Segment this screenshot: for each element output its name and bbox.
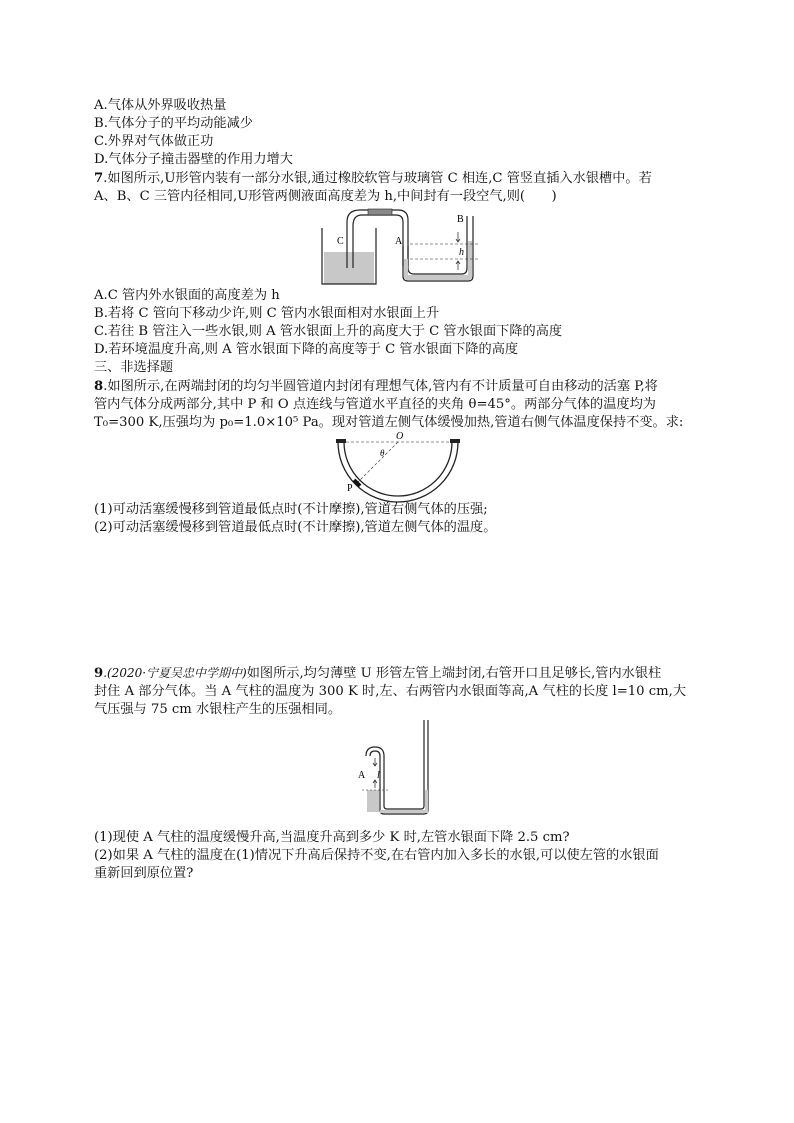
q7-stem-line2: A、B、C 三管内径相同,U形管两侧液面高度差为 h,中间封有一段空气,则( ) — [94, 189, 557, 204]
q7-label-a: A — [395, 236, 403, 247]
q7-label-c: C — [337, 236, 344, 247]
q8-number: 8 — [94, 379, 104, 394]
q9-sub-2: (2)如果 A 气柱的温度在(1)情况下升高后保持不变,在右管内加入多长的水银,可以使左管的水银面 — [94, 848, 659, 863]
q7-u-mercury-right — [468, 241, 472, 279]
q7-option-b: B.若将 C 管向下移动少许,则 C 管内水银面相对水银面上升 — [94, 306, 440, 321]
q9-stem-text1: 如图所示,均匀薄壁 U 形管左管上端封闭,右管开口且足够长,管内水银柱 — [246, 666, 662, 681]
q9-mercury-left — [367, 790, 379, 812]
q7-stem-text1: .如图所示,U形管内装有一部分水银,通过橡胶软管与玻璃管 C 相连,C 管竖直插入水银槽中。若 — [103, 171, 652, 186]
q9-sub-2-cont: 重新回到原位置? — [94, 866, 194, 881]
q7-option-a: A.C 管内外水银面的高度差为 h — [94, 288, 280, 303]
q9-label-a: A — [358, 770, 366, 781]
q9-number: 9 — [94, 666, 104, 681]
q7-figure — [318, 206, 483, 286]
q8-label-o: O — [396, 431, 404, 442]
q6-option-d: D.气体分子撞击器壁的作用力增大 — [94, 152, 293, 167]
q9-stem-line2: 封住 A 部分气体。当 A 气柱的温度为 300 K 时,左、右两管内水银面等高,A 气柱的长度 l=10 cm,大 — [94, 684, 687, 699]
q9-stem-line1 — [94, 665, 661, 682]
q8-stem-line1 — [94, 378, 658, 395]
q7-u-mercury-bottom — [406, 275, 470, 280]
q7-hose-joint — [368, 209, 392, 215]
q8-label-p: P — [347, 483, 353, 494]
q9-source: .(2020·宁夏吴忠中学期中) — [103, 666, 247, 680]
q7-label-h: h — [459, 247, 464, 258]
q9-sub-1: (1)现使 A 气柱的温度缓慢升高,当温度升高到多少 K 时,左管水银面下降 2.5 cm? — [94, 830, 570, 845]
q7-number: 7 — [94, 171, 104, 186]
q9-label-l: l — [377, 770, 380, 781]
q6-option-a: A.气体从外界吸收热量 — [94, 98, 227, 113]
q8-figure — [333, 430, 463, 500]
section-heading: 三、非选择题 — [94, 360, 174, 375]
q9-figure — [358, 718, 448, 826]
q6-option-c: C.外界对气体做正功 — [94, 134, 214, 149]
q7-mercury-trough — [324, 252, 374, 284]
q8-stem-text1: .如图所示,在两端封闭的均匀半圆管道内封闭有理想气体,管内有不计质量可自由移动的活塞 P,将 — [103, 379, 658, 394]
q8-sub-2: (2)可动活塞缓慢移到管道最低点时(不计摩擦),管道左侧气体的温度。 — [94, 520, 497, 535]
q8-stem-line2: 管内气体分成两部分,其中 P 和 O 点连线与管道水平直径的夹角 θ=45°。两部分气体的温度均为 — [94, 397, 656, 412]
q9-stem-line3: 气压强与 75 cm 水银柱产生的压强相同。 — [94, 702, 342, 717]
q7-stem-line1 — [94, 170, 652, 187]
q7-option-c: C.若往 B 管注入一些水银,则 A 管水银面上升的高度大于 C 管水银面下降的高度 — [94, 324, 563, 339]
q9-mercury-bottom — [380, 810, 426, 813]
q6-option-b: B.气体分子的平均动能减少 — [94, 116, 253, 131]
q8-stem-line3: T₀=300 K,压强均为 p₀=1.0×10⁵ Pa。现对管道左侧气体缓慢加热,管道右侧气体温度保持不变。求: — [94, 415, 684, 430]
q9-mercury-right — [425, 790, 428, 813]
q8-sub-1: (1)可动活塞缓慢移到管道最低点时(不计摩擦),管道右侧气体的压强; — [94, 502, 488, 517]
q7-label-b: B — [457, 214, 464, 225]
q7-option-d: D.若环境温度升高,则 A 管水银面下降的高度等于 C 管水银面下降的高度 — [94, 342, 519, 357]
q8-label-theta: θ — [380, 448, 385, 458]
